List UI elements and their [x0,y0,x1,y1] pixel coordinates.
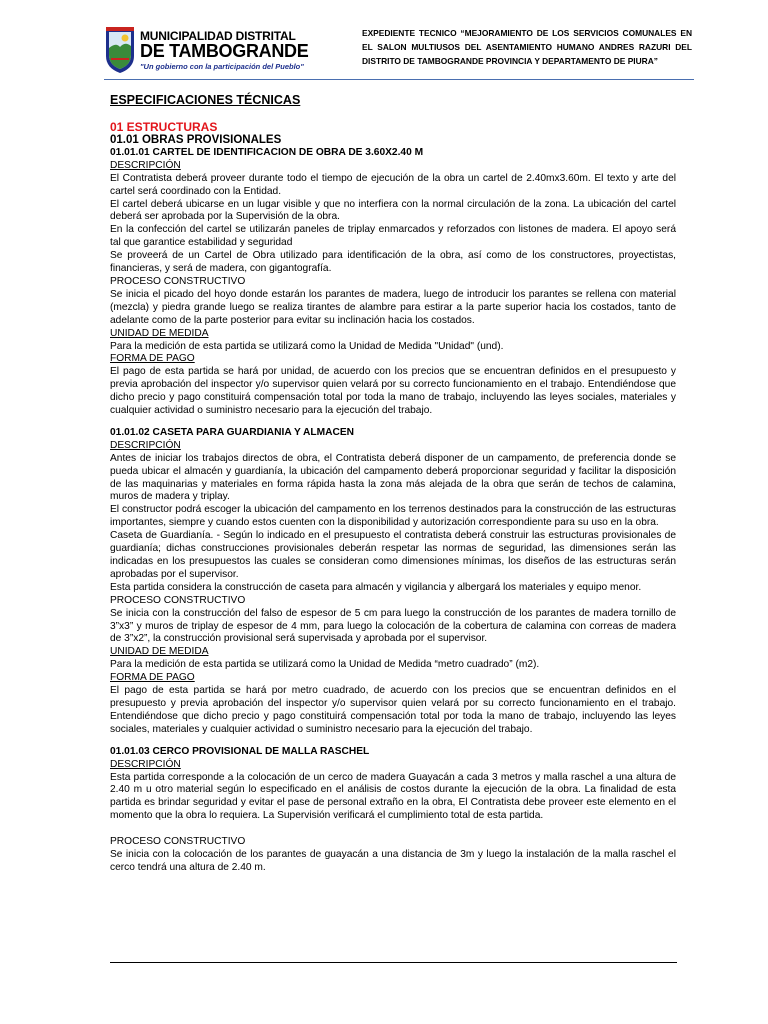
page-header [104,26,694,80]
paragraph: El constructor podrá escoger la ubicación del campamento en los terrenos destinados para la construcción de las estructuras importantes, siempre y cuando estos cuenten con la disponibilidad y autorización correspondiente para su uso en la obra. [110,504,676,529]
logo-slogan: "Un gobierno con la participación del Pueblo" [140,62,304,71]
paragraph: El pago de esta partida se hará por unidad, de acuerdo con los precios que se encuentran definidos en el presupuesto y previa aprobación del inspector y/o supervisor quien velará por su correcto funcionamiento en el trabajo. Entendiéndose que dicho precio y pago constituirá compensación total por toda la mano de trabajo, incluyendo las leyes sociales, materiales y cualquier actividad o suministro necesario para la ejecución del trabajo. [110,366,676,417]
paragraph: Para la medición de esta partida se utilizará como la Unidad de Medida "Unidad" (und). [110,340,504,352]
paragraph: Se inicia con la construcción del falso de espesor de 5 cm para luego la construcción de los parantes de madera tornillo de 3”x3” y muros de triplay de espesor de 4 mm, para luego la colocación de la cobertura de calamina con correas de madera de 3”x2”, la construcción provisional será supervisada y aprobada por el supervisor. [110,607,676,645]
paragraph: En la confección del cartel se utilizarán paneles de triplay enmarcados y reforzados con listones de madera. El apoyo será tal que garantice estabilidad y seguridad [110,224,676,249]
paragraph: Se proveerá de un Cartel de Obra utilizado para identificación de la obra, así como de los constructores, proyectistas, financieras, y será de madera, con gigantografía. [110,250,676,275]
paragraph: El Contratista deberá proveer durante todo el tiempo de ejecución de la obra un cartel de 2.40mx3.60m. El texto y arte del cartel será coordinado con la Entidad. [110,172,676,197]
footer-divider [110,962,677,963]
process-label: PROCESO CONSTRUCTIVO [110,275,246,287]
process-label: PROCESO CONSTRUCTIVO [110,836,246,848]
payment-label: FORMA DE PAGO [110,672,195,684]
municipal-shield-icon [104,26,136,74]
paragraph: Se inicia con la colocación de los parantes de guayacán a una distancia de 3m y luego la instalación de la malla raschel el cerco tendrá una altura de 2.40 m. [110,849,676,873]
section-heading: 01 ESTRUCTURAS [110,119,218,134]
item-heading: 01.01.01 CARTEL DE IDENTIFICACION DE OBRA DE 3.60X2.40 M [110,146,424,158]
paragraph: Esta partida considera la construcción de caseta para almacén y vigilancia y albergará los materiales y equipo menor. [110,581,642,593]
paragraph: Para la medición de esta partida se utilizará como la Unidad de Medida “metro cuadrado” (m2). [110,659,540,671]
paragraph: Esta partida corresponde a la colocación de un cerco de madera Guayacán a cada 3 metros y malla raschel a una altura de 2.40 m u otro material según lo especificado en el análisis de costos durante la ejecución de la obra. La finalidad de esta partida es brindar seguridad y evitar el pase de personal extraño en la obra, El Contratista debe proveer este elemento en el momento que la obra lo requiera. La Supervisión verificará el cumplimiento total de esta partida. [110,771,676,822]
paragraph: Se inicia el picado del hoyo donde estarán los parantes de madera, luego de introducir los parantes se rellena con material (mezcla) y piedra grande luego se realiza tirantes de alambre para estirar a la parte superior hacia los costados, tanto de adelante como de la parte posterior para evitar su inclinación hacia los costados. [110,288,676,326]
subsection-heading: 01.01 OBRAS PROVISIONALES [110,133,282,146]
process-label: PROCESO CONSTRUCTIVO [110,594,246,606]
description-label: DESCRIPCIÓN [110,159,181,171]
municipality-logo [104,26,309,76]
document-title: ESPECIFICACIONES TÉCNICAS [110,93,301,107]
expediente-title: EXPEDIENTE TECNICO “MEJORAMIENTO DE LOS SERVICIOS COMUNALES EN EL SALON MULTIUSOS DEL ASENTAMIENTO HUMANO ANDRES RAZURI DEL DISTRITO DE TAMBOGRANDE PROVINCIA Y DEPARTAMENTO DE PIURA” [362,28,692,66]
item-heading: 01.01.02 CASETA PARA GUARDIANIA Y ALMACEN [110,426,354,438]
paragraph: Caseta de Guardianía. - Según lo indicado en el presupuesto el contratista deberá construir las estructuras provisionales de guardianía; dichas construcciones provisionales deberán respetar las normas de seguridad, las dimensiones serán las indicadas en los presupuestos las cuales se consideran como dimensiones mínimas, los diseños de las estructuras serán aprobadas por el supervisor. [110,530,676,580]
item-heading: 01.01.03 CERCO PROVISIONAL DE MALLA RASCHEL [110,745,370,757]
payment-label: FORMA DE PAGO [110,353,195,365]
document-body [110,94,676,875]
header-divider [104,79,694,80]
unit-label: UNIDAD DE MEDIDA [110,327,209,339]
paragraph: El pago de esta partida se hará por metro cuadrado, de acuerdo con los precios que se encuentran definidos en el presupuesto y previa aprobación del inspector y/o supervisor quien velará por su correcto funcionamiento en el trabajo. Entendiéndose que dicho precio y pago constituirá compensación total por toda la mano de trabajo, incluyendo las leyes sociales, materiales y cualquier actividad o suministro necesario para la ejecución del trabajo. [110,685,676,735]
paragraph: El cartel deberá ubicarse en un lugar visible y que no interfiera con la normal circulación de la zona. La ubicación del cartel deberá ser aprobada por la Supervisión de la obra. [110,198,676,223]
unit-label: UNIDAD DE MEDIDA [110,646,209,658]
description-label: DESCRIPCIÓN [110,758,181,770]
logo-line1: MUNICIPALIDAD DISTRITAL [140,29,296,43]
description-label: DESCRIPCIÓN [110,439,181,451]
paragraph: Antes de iniciar los trabajos directos de obra, el Contratista deberá disponer de un campamento, de preferencia donde se pueda ubicar el almacén y guardianía, la ubicación del campamento deberá proporcionar seguridad y facilitar la disposición de las maquinarias y materiales en forma rápida hasta la zona más alejada de la obra que serán de techos de calamina, muros de madera y triplay. [110,452,676,503]
logo-line2: DE TAMBOGRANDE [140,41,309,61]
